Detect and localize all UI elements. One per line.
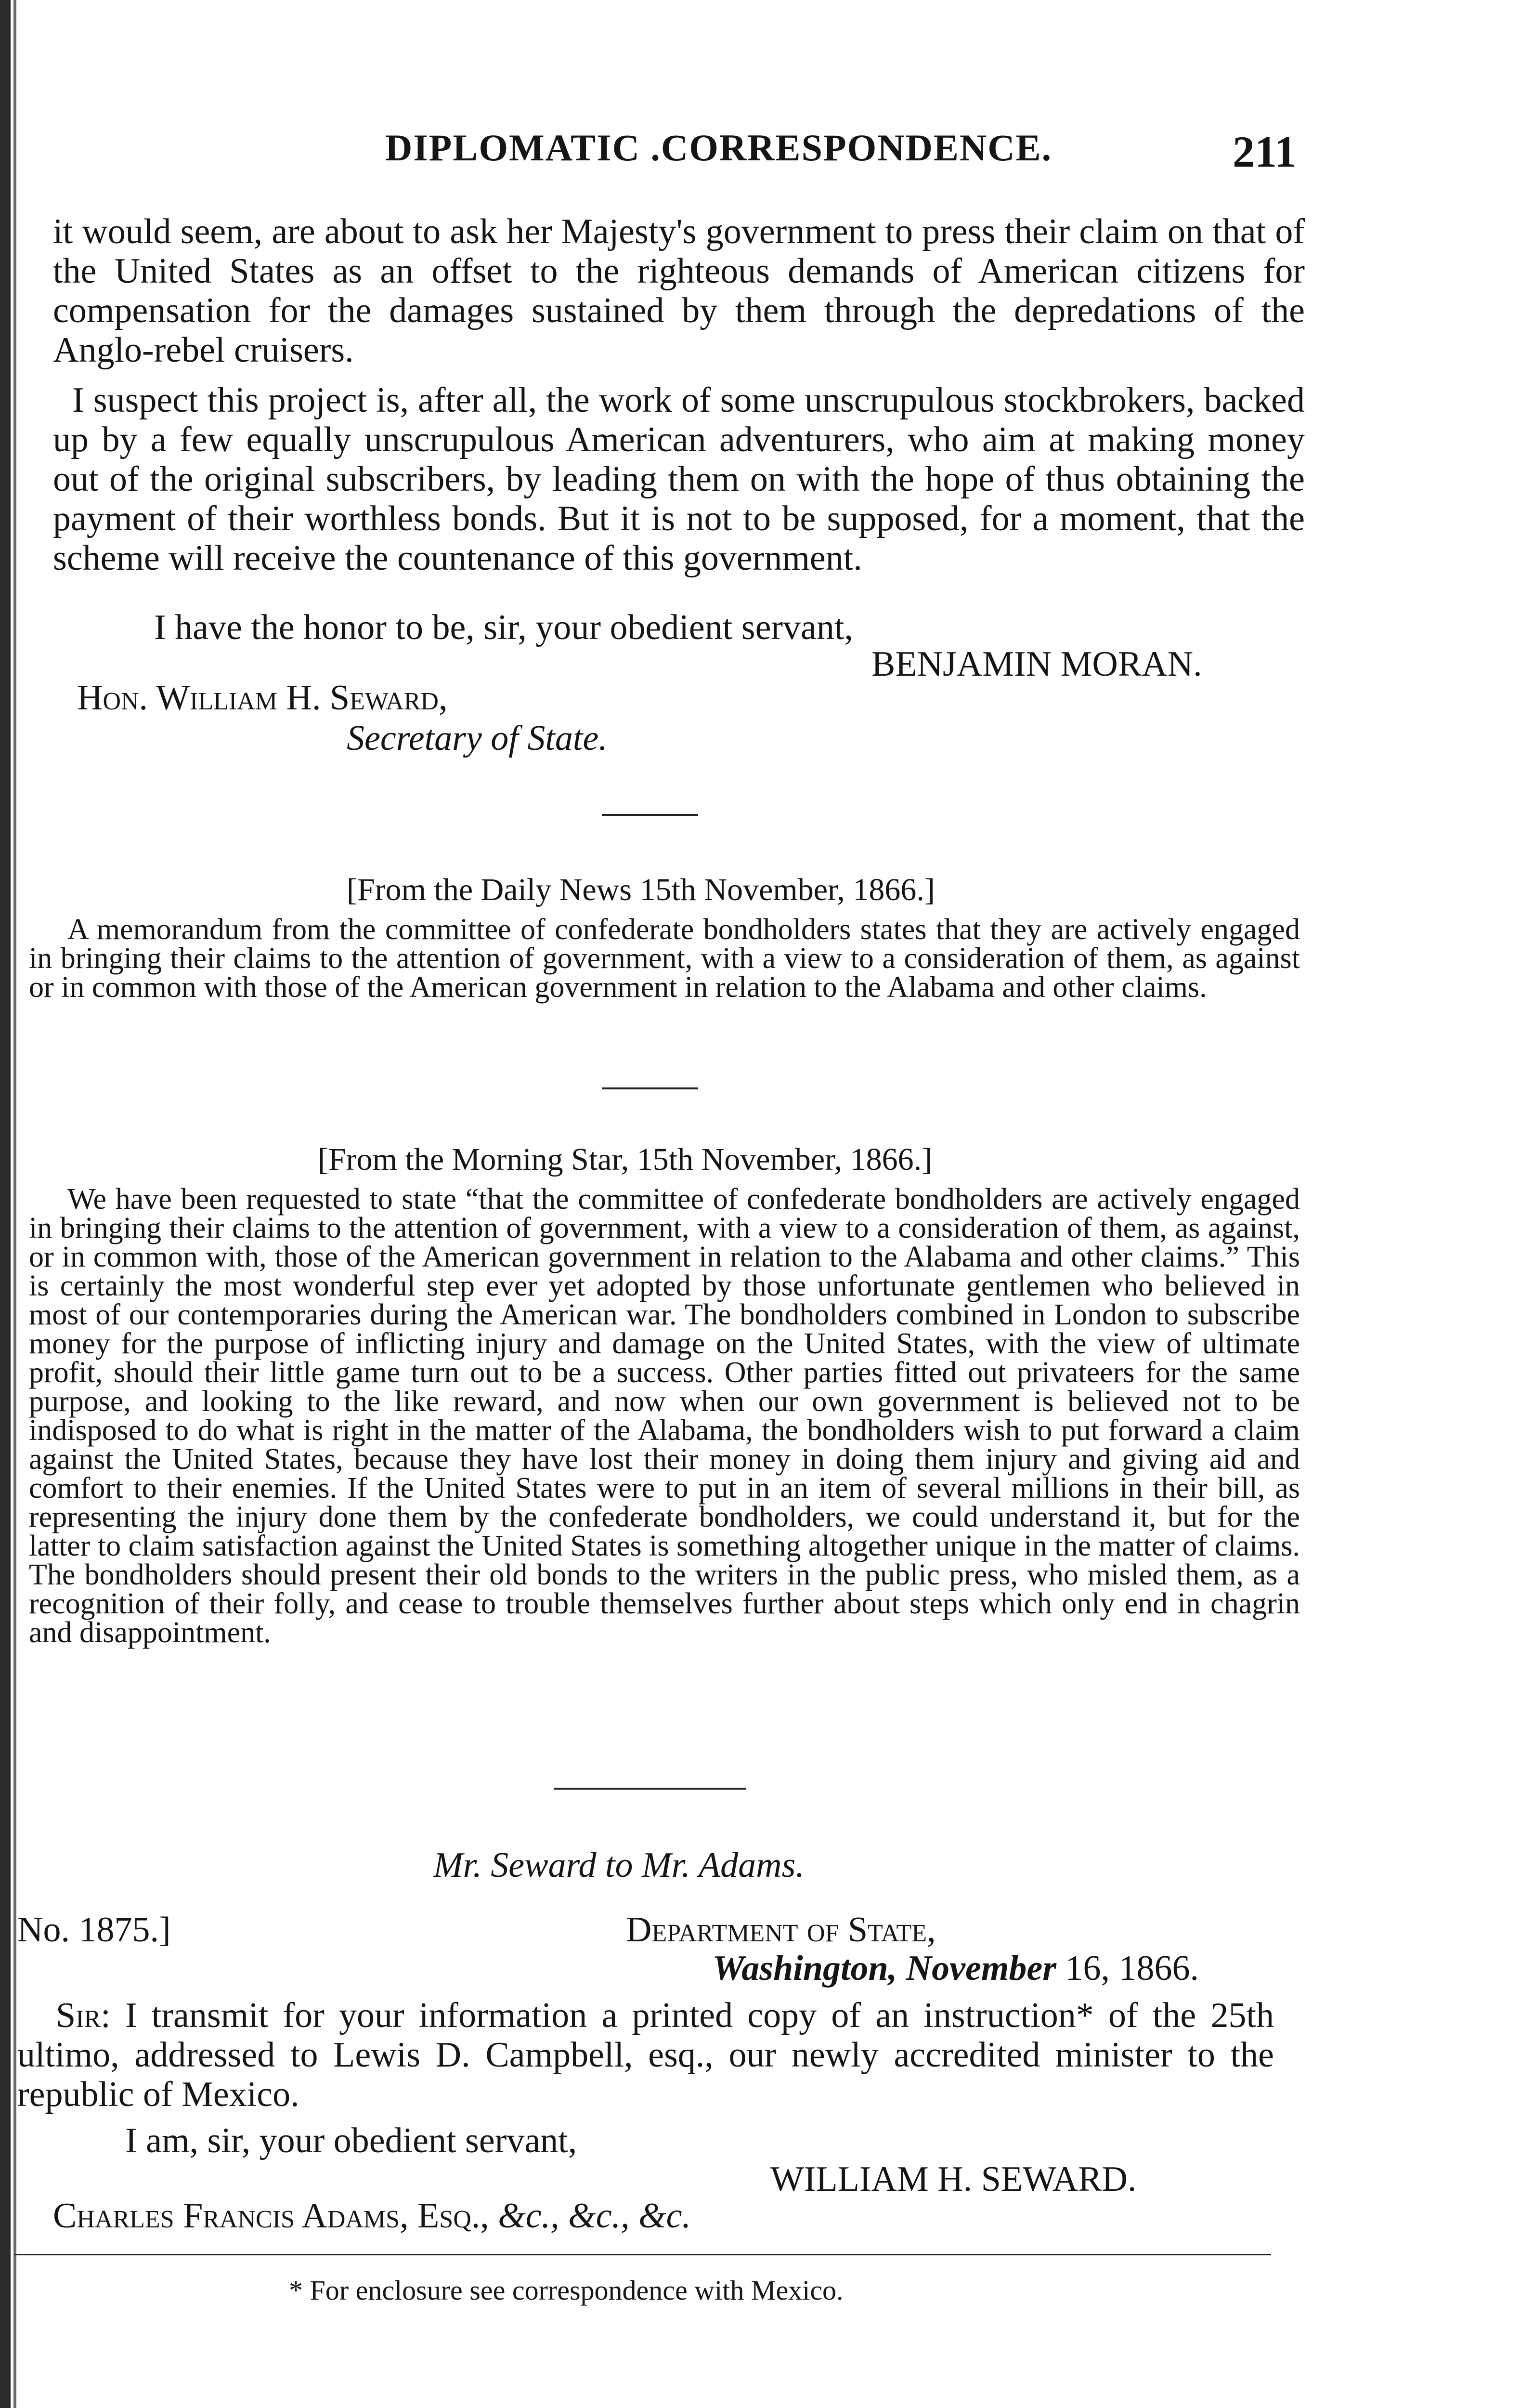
letter2-closing: I am, sir, your obedient servant, (125, 2121, 577, 2160)
letter1-signature: BENJAMIN MORAN. (871, 644, 1202, 684)
letter2-place: Washington, (713, 1949, 897, 1988)
letter2-dateline (713, 1949, 1199, 1988)
letter2-department: Department of State, (626, 1910, 936, 1950)
daily-news-text: A memorandum from the committee of confederate bondholders states that they are actively engaged in bringing their claims to the attention of government, with a view to a consideration of them, as against or in common with those of the American government in relation to the Alabama and other claims. (29, 913, 1300, 1004)
daily-news-source: [From the Daily News 15th November, 1866.] (347, 872, 935, 907)
running-header-title: DIPLOMATIC .CORRESPONDENCE. (385, 127, 1052, 169)
footnote: * For enclosure see correspondence with Mexico. (289, 2275, 844, 2306)
letter1-closing: I have the honor to be, sir, your obedient servant, (154, 608, 853, 647)
section-divider (602, 1087, 698, 1089)
letter2-addressee: Charles Francis Adams, Esq., (53, 2196, 489, 2236)
letter2-date-rest: 16, 1866. (1065, 1949, 1199, 1988)
page-binding-edge-inner (13, 0, 16, 2408)
letter1-paragraph-1: it would seem, are about to ask her Majesty's government to press their claim on that of the United States as an offset to the righteous demands of American citizens for compensation for the damages sustained by them through the depredations of the Anglo-rebel cruisers. (53, 212, 1305, 370)
letter2-addressee-suffix: &c., &c., &c. (498, 2196, 691, 2236)
section-divider (554, 1788, 746, 1790)
letter2-number: No. 1875.] (17, 1910, 171, 1950)
letter2-date-month: November (906, 1949, 1057, 1988)
letter1-addressee-name: Hon. William H. Seward, (77, 678, 448, 718)
letter2-body: I transmit for your information a printed copy of an instruction* of the 25th ultimo, addressed to Lewis D. Campbell, esq., our newly accredited minister to the republic of Mexico. (17, 1996, 1274, 2114)
page-number: 211 (1233, 127, 1297, 176)
letter2-heading: Mr. Seward to Mr. Adams. (433, 1845, 805, 1885)
morning-star-source: [From the Morning Star, 15th November, 1866.] (318, 1142, 933, 1177)
letter1-paragraph-2: I suspect this project is, after all, the work of some unscrupulous stockbrokers, backed up by a few equally unscrupulous American adventurers, who aim at making money out of the original subscribers, by leading them on with the hope of thus obtaining the payment of their worthless bonds. But it is not to be supposed, for a moment, that the scheme will receive the countenance of this government. (53, 380, 1305, 578)
page-binding-edge (0, 0, 11, 2408)
footnote-rule (14, 2254, 1271, 2255)
section-divider (602, 814, 698, 816)
letter2-signature: WILLIAM H. SEWARD. (770, 2159, 1137, 2199)
letter2-body-paragraph (17, 1996, 1274, 2114)
letter2-salutation: Sir: (56, 1996, 111, 2035)
letter2-addressee-line (53, 2196, 691, 2236)
morning-star-text: We have been requested to state “that the committee of confederate bondholders are actively engaged in bringing their claims to the attention of government, with a view to a consideration of them, as against, or in common with, those of the American government in relation to the Alabama and other claims.” This is certainly the most wonderful step ever yet adopted by those unfortunate gentlemen who believed in most of our contemporaries during the American war. The bondholders combined in London to subscribe money for the purpose of inflicting injury and damage on the United States, with the view of ultimate profit, should their little game turn out to be a success. Other parties fitted out privateers for the same purpose, and looking to the like reward, and now when our own government is believed not to be indisposed to do what is right in the matter of the Alabama, the bondholders wish to put forward a claim against the United States, because they have lost their money in doing them injury and giving aid and comfort to their enemies. If the United States were to put in an item of several millions in their bill, as representing the injury done them by the confederate bondholders, we could understand it, but for the latter to claim satisfaction against the United States is something altogether unique in the matter of claims. The bondholders should present their old bonds to the writers in the public press, who misled them, as a recognition of their folly, and cease to trouble themselves further about steps which only end in chagrin and disappointment. (29, 1183, 1300, 1649)
letter1-addressee-title: Secretary of State. (347, 719, 608, 758)
